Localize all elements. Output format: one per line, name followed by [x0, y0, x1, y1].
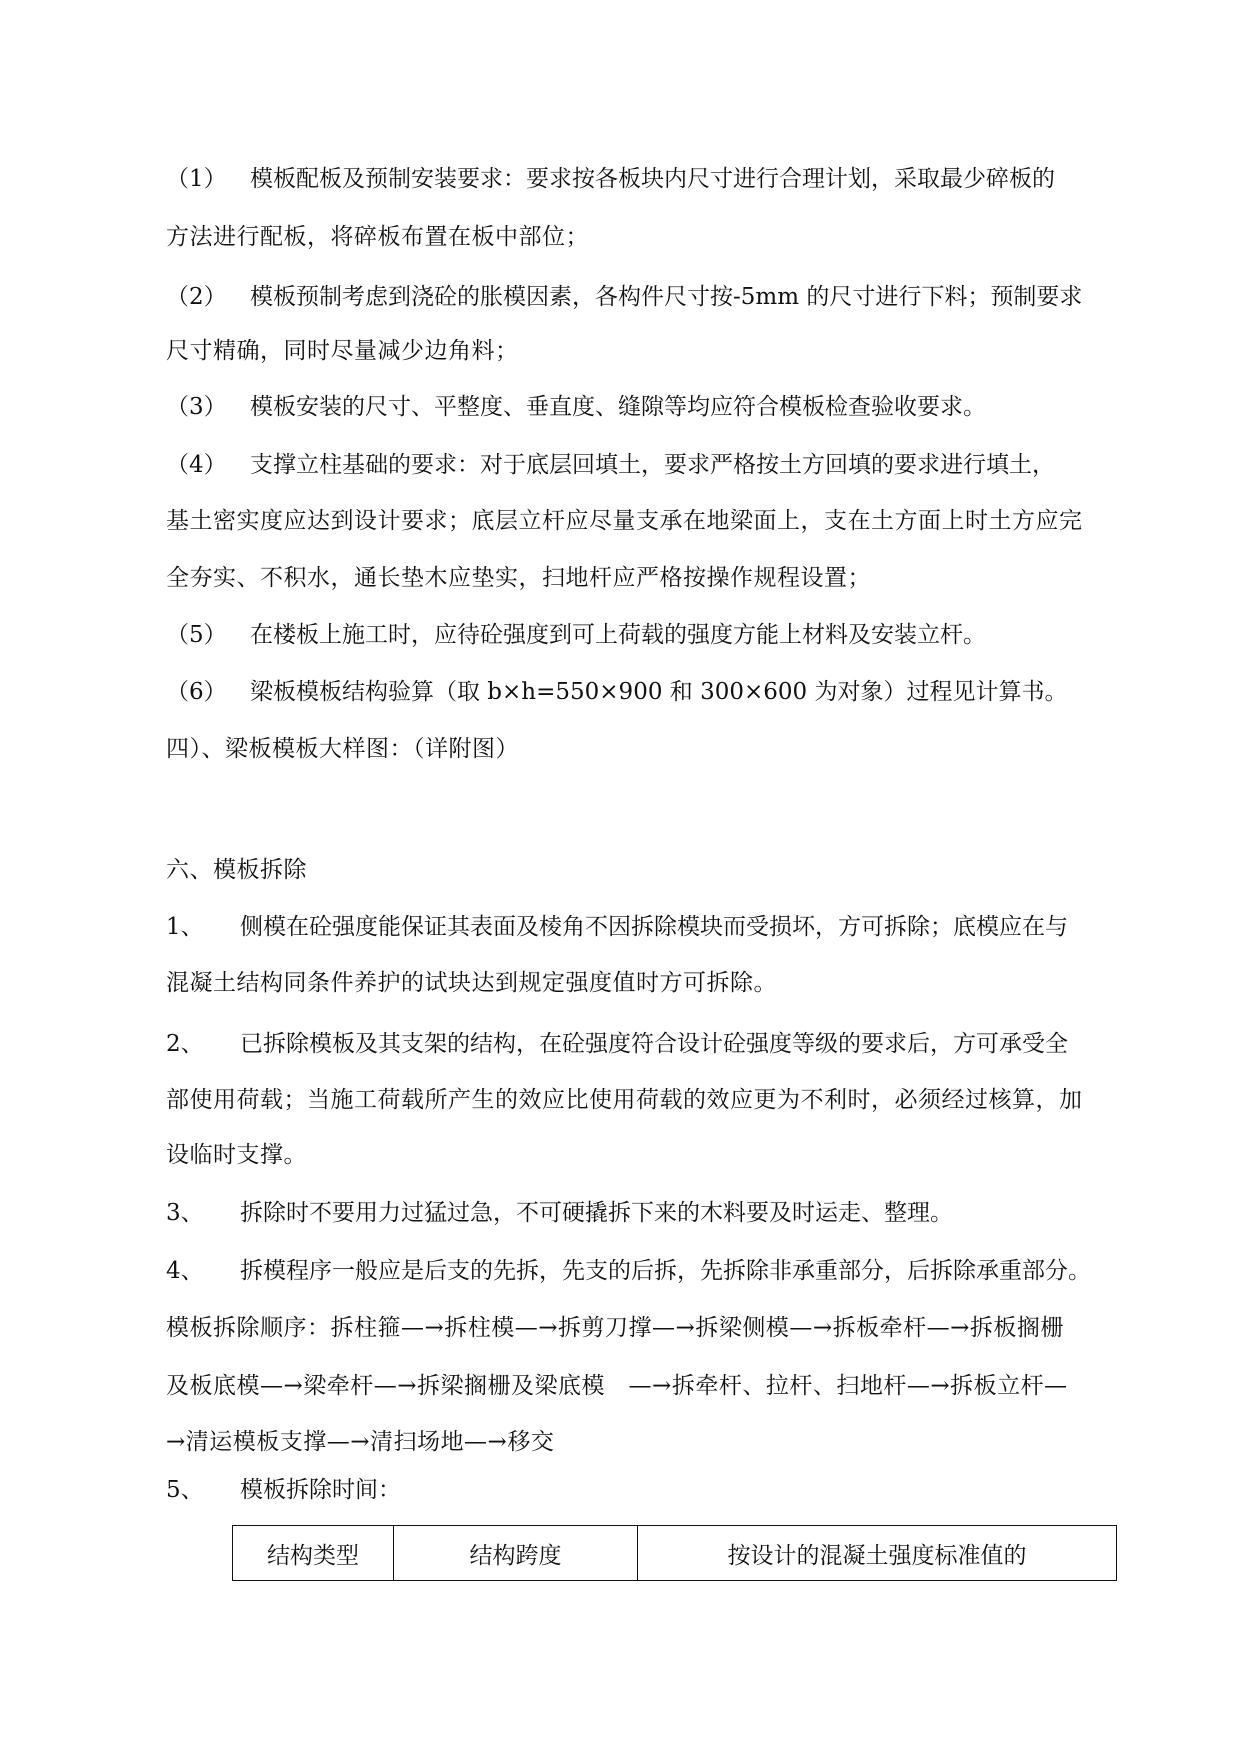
- table-header-cell: 结构类型: [233, 1526, 394, 1581]
- removal-item-4: [166, 1256, 1091, 1286]
- item-text: 模板安装的尺寸、平整度、垂直度、缝隙等均应符合模板检查验收要求。: [250, 394, 986, 420]
- item-text: 侧模在砼强度能保证其表面及棱角不因拆除模块而受损坏，方可拆除；底模应在与: [240, 914, 1068, 940]
- item-continuation: 模板拆除顺序：拆柱箍—→拆柱模—→拆剪刀撑—→拆梁侧模—→拆板牵杆—→拆板搁栅: [166, 1315, 1064, 1341]
- item-number: 1、: [166, 914, 204, 940]
- item-text: 梁板模板结构验算（取 b×h=550×900 和 300×600 为对象）过程见计算书。: [250, 679, 1068, 705]
- item-continuation: 混凝土结构同条件养护的试块达到规定强度值时方可拆除。: [166, 970, 777, 996]
- item-number: （2）: [166, 284, 227, 310]
- item-continuation: 尺寸精确，同时尽量减少边角料；: [166, 338, 519, 364]
- list-item-2: [166, 282, 1082, 312]
- item-number: 5、: [166, 1477, 204, 1503]
- item-continuation: 及板底模—→梁牵杆—→拆梁搁栅及梁底模 —→拆牵杆、拉杆、扫地杆—→拆板立杆—: [166, 1373, 1068, 1399]
- table-header-row: [233, 1526, 1117, 1581]
- removal-item-2: [166, 1029, 1068, 1059]
- item-continuation: 部使用荷载；当施工荷载所产生的效应比使用荷载的效应更为不利时，必须经过核算，加: [166, 1087, 1083, 1113]
- list-item-5: [166, 620, 986, 650]
- item-number: （4）: [166, 452, 227, 478]
- item-number: （3）: [166, 394, 227, 420]
- removal-item-1: [166, 912, 1068, 942]
- item-text: 支撑立柱基础的要求：对于底层回填土，要求严格按土方回填的要求进行填土，: [250, 452, 1055, 478]
- table-header-cell: 结构跨度: [394, 1526, 638, 1581]
- section-heading-4: 四）、梁板模板大样图：（详附图）: [166, 736, 519, 762]
- section-heading-6: 六、模板拆除: [166, 857, 307, 883]
- removal-item-3: [166, 1198, 953, 1228]
- item-number: 2、: [166, 1031, 204, 1057]
- table-header-cell: 按设计的混凝土强度标准值的: [638, 1526, 1117, 1581]
- item-number: （6）: [166, 679, 227, 705]
- item-number: （1）: [166, 166, 227, 192]
- item-number: 3、: [166, 1200, 204, 1226]
- item-continuation: →清运模板支撑—→清扫场地—→移交: [166, 1429, 555, 1455]
- item-text: 在楼板上施工时，应待砼强度到可上荷载的强度方能上材料及安装立杆。: [250, 622, 986, 648]
- list-item-3: [166, 392, 986, 422]
- item-continuation: 基土密实度应达到设计要求；底层立杆应尽量支承在地梁面上，支在土方面上时土方应完: [166, 508, 1083, 534]
- list-item-1: [166, 164, 1055, 194]
- list-item-4: [166, 450, 1055, 480]
- removal-item-5: [166, 1475, 401, 1505]
- item-continuation: 设临时支撑。: [166, 1142, 307, 1168]
- item-text: 拆除时不要用力过猛过急，不可硬撬拆下来的木料要及时运走、整理。: [240, 1200, 953, 1226]
- item-text: 模板预制考虑到浇砼的胀模因素，各构件尺寸按-5mm 的尺寸进行下料；预制要求: [250, 284, 1083, 310]
- item-text: 拆模程序一般应是后支的先拆，先支的后拆，先拆除非承重部分，后拆除承重部分。: [240, 1258, 1091, 1284]
- item-continuation: 方法进行配板，将碎板布置在板中部位；: [166, 224, 589, 250]
- item-continuation: 全夯实、不积水，通长垫木应垫实，扫地杆应严格按操作规程设置；: [166, 565, 871, 591]
- removal-time-table: [232, 1525, 1117, 1581]
- item-number: （5）: [166, 622, 227, 648]
- list-item-6: [166, 677, 1067, 707]
- item-number: 4、: [166, 1258, 204, 1284]
- item-text: 模板配板及预制安装要求：要求按各板块内尺寸进行合理计划，采取最少碎板的: [250, 166, 1055, 192]
- item-text: 模板拆除时间：: [240, 1477, 401, 1503]
- item-text: 已拆除模板及其支架的结构，在砼强度符合设计砼强度等级的要求后，方可承受全: [240, 1031, 1068, 1057]
